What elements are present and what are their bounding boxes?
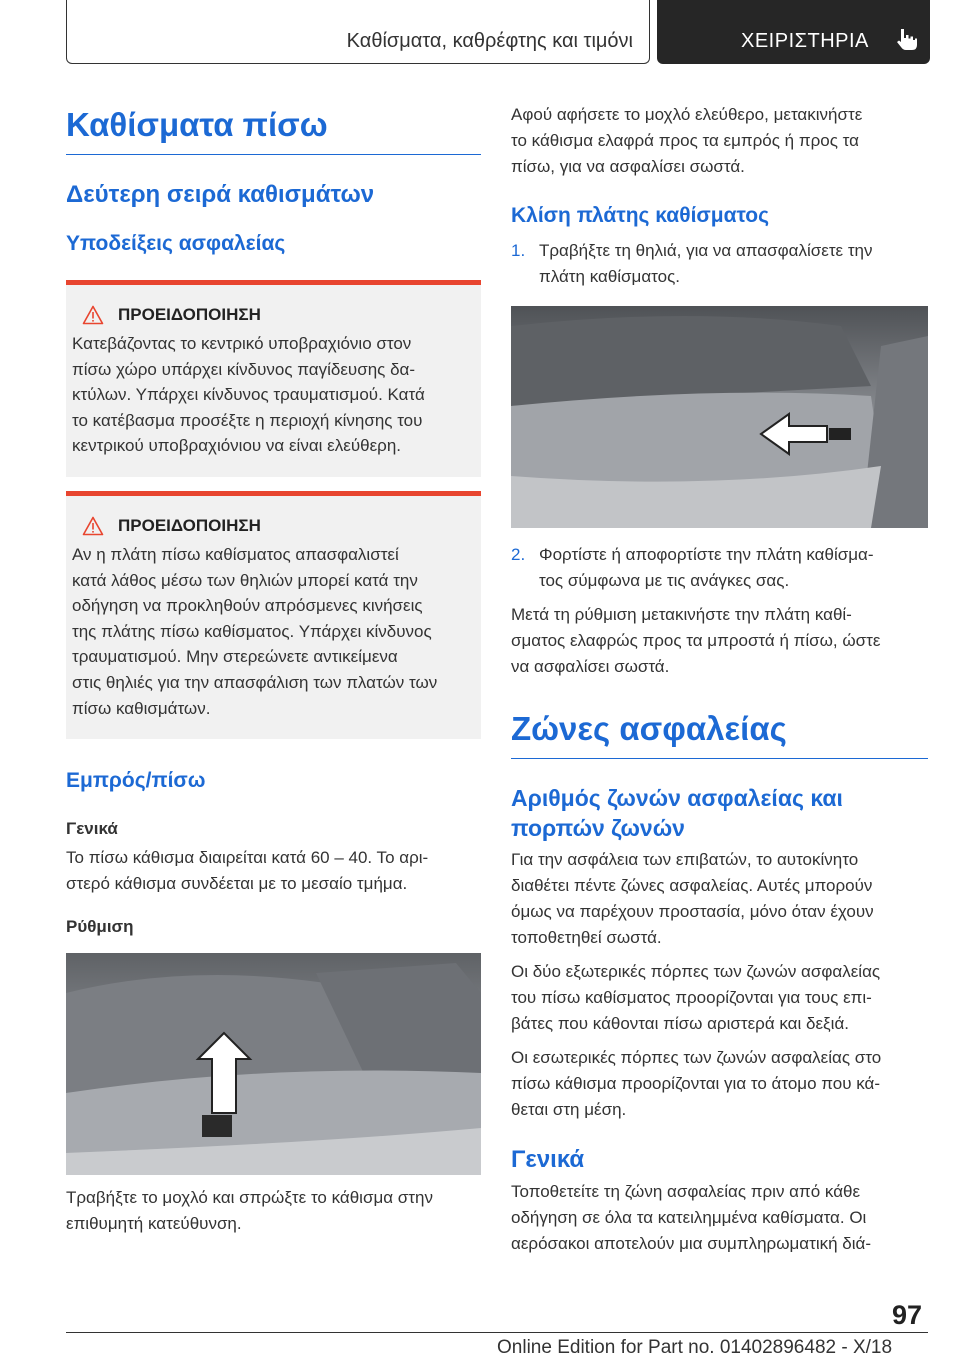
warning-text: Αν η πλάτη πίσω καθίσματος απασφαλιστεί κατά λάθος μέσω των θηλιών μπορεί κατά την οδήγηση να προκληθούν απρόσμενες κινήσεις της πλάτης πίσω καθίσματος. Υπάρχει κίνδυνος τραυματισμού. Μην στερεώνετε αντικείμενα στις θηλιές για την απασφάλιση των πλατών των πίσω καθισμάτων.: [72, 544, 438, 718]
heading-belt-count: Αριθμός ζωνών ασφαλείας και πορπών ζωνών: [511, 785, 843, 841]
label-general: Γενικά: [66, 819, 118, 839]
header-chapter-tab[interactable]: [657, 0, 930, 64]
paragraph-after-adjust: Μετά τη ρύθμιση μετακινήστε την πλάτη καθί- σματος ελαφρώς προς τα μπροστά ή πίσω, ώστε να ασφαλίσει σωστά.: [511, 605, 881, 676]
heading-general-belts: Γενικά: [511, 1146, 585, 1173]
header-section-title: Καθίσματα, καθρέφτης και τιμόνι: [346, 30, 633, 52]
photo-caption: Τραβήξτε το μοχλό και σπρώξτε το κάθισμα στην επιθυμητή κατεύθυνση.: [66, 1188, 433, 1234]
left-column: [66, 96, 481, 1237]
hand-pointer-icon: [893, 26, 919, 52]
warning-triangle-icon: [82, 516, 104, 536]
step-2: 2. Φορτίστε ή αποφορτίστε την πλάτη καθίσμα- τος σύμφωνα με τις ανάγκες σας.: [511, 542, 928, 594]
paragraph-after-lever: Αφού αφήσετε το μοχλό ελεύθερο, μετακινήστε το κάθισμα ελαφρά προς τα εμπρός ή προς τα πίσω, για να ασφαλίσει σωστά.: [511, 105, 863, 176]
page-number: 97: [892, 1300, 923, 1330]
paragraph-belts-1: Για την ασφάλεια των επιβατών, το αυτοκίνητο διαθέτει πέντε ζώνες ασφαλείας. Αυτές μπορούν όμως να παρέχουν προστασία, μόνο όταν έχουν τοποθετηθεί σωστά.: [511, 850, 874, 947]
section-title-seat-belts: Ζώνες ασφαλείας: [511, 710, 787, 747]
section-title-rear-seats: Καθίσματα πίσω: [66, 106, 328, 143]
step-number: 2.: [511, 545, 526, 564]
footer-divider: [66, 1332, 928, 1333]
warning-triangle-icon: [82, 305, 104, 325]
warning-text: Κατεβάζοντας το κεντρικό υποβραχιόνιο στον πίσω χώρο υπάρχει κίνδυνος παγίδευσης δα- κτύλων. Υπάρχει κίνδυνος τραυματισμού. Κατά το κατέβασμα προσέξτε η περιοχή κίνησης του κεντρικού υποβραχιόνιου να είναι ελεύθερη.: [72, 334, 425, 456]
title-divider: [66, 154, 481, 155]
paragraph-belts-2: Οι δύο εξωτερικές πόρπες των ζωνών ασφαλείας του πίσω καθίσματος προορίζονται για τους επι- βάτες που κάθονται πίσω αριστερά και δεξιά.: [511, 962, 881, 1033]
label-adjustment: Ρύθμιση: [66, 917, 134, 937]
warning-box-seat-loops: [66, 491, 481, 739]
paragraph-belts-4: Τοποθετείτε τη ζώνη ασφαλείας πριν από κάθε οδήγηση σε όλα τα κατειλημμένα καθίσματα. Οι αερόσακοι αποτελούν μια συμπληρωματική διά-: [511, 1182, 871, 1253]
step-1: 1. Τραβήξτε τη θηλιά, για να απασφαλίσετε την πλάτη καθίσματος.: [511, 238, 928, 290]
warning-label: ΠΡΟΕΙΔΟΠΟΙΗΣΗ: [118, 515, 261, 535]
heading-safety-notes: Υποδείξεις ασφαλείας: [66, 232, 286, 255]
heading-forward-back: Εμπρός/πίσω: [66, 769, 206, 793]
heading-backrest-recline: Κλίση πλάτης καθίσματος: [511, 204, 770, 227]
subtitle-second-row: Δεύτερη σειρά καθισμάτων: [66, 181, 375, 208]
title-divider: [511, 758, 928, 759]
footer-edition: Online Edition for Part no. 01402896482 - X/18: [497, 1337, 893, 1358]
paragraph-general: Το πίσω κάθισμα διαιρείται κατά 60 – 40. Το αρι- στερό κάθισμα συνδέεται με το μεσαίο τμήμα.: [66, 848, 429, 894]
warning-box-armrest: [66, 280, 481, 477]
photo-seat-slide-lever: [66, 953, 481, 1175]
header-section-box: [66, 0, 650, 64]
step-number: 1.: [511, 241, 526, 260]
photo-backrest-loop: [511, 306, 928, 528]
header-chapter-label: ΧΕΙΡΙΣΤΗΡΙΑ: [741, 30, 869, 52]
right-column: [511, 96, 928, 1257]
warning-label: ΠΡΟΕΙΔΟΠΟΙΗΣΗ: [118, 305, 261, 324]
paragraph-belts-3: Οι εσωτερικές πόρπες των ζωνών ασφαλείας στο πίσω κάθισμα προορίζονται για το άτομο που κά- θεται στη μέση.: [511, 1048, 882, 1119]
